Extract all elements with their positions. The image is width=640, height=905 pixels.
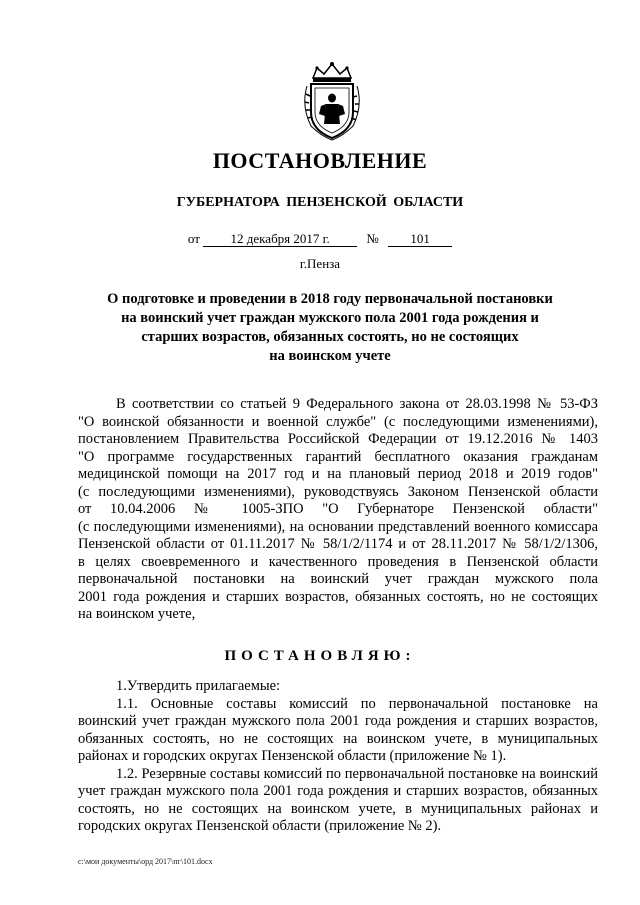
item-line: обязанных состоять, но не состоящих на воинском учете, в муниципальных [78,730,598,747]
decree-items [78,678,598,836]
penza-coat-of-arms-emblem [299,60,365,142]
preamble-line: (с последующими изменениями), на основании представлений военного комиссара [78,518,598,535]
preamble-line: Пензенской области от 01.11.2017 № 58/1/2/1174 и от 28.11.2017 № 58/1/2/1306, [78,536,598,552]
decree-heading: ПОСТАНОВЛЯЮ: [224,648,416,664]
preamble-line: постановлением Правительства Российской Федерации от 19.12.2016 № 1403 [78,431,598,447]
issuing-authority: ГУБЕРНАТОРА ПЕНЗЕНСКОЙ ОБЛАСТИ [176,195,464,210]
file-path-footer: c:\мои документы\орд 2017\пг\101.docx [78,857,213,866]
title-line: на воинский учет граждан мужского пола 2001 года рождения и [121,310,539,326]
document-type-heading: ПОСТАНОВЛЕНИЕ [212,148,428,173]
document-number: 101 [388,232,452,247]
item-line: 1.1. Основные составы комиссий по первоначальной постановке на [116,695,598,712]
item-line: 1.2. Резервные составы комиссий по первоначальной постановке на воинский [116,765,598,782]
preamble-line: 2001 года рождения и старших возрастов, обязанных состоять, но не состоящих [78,588,598,605]
preamble-line: от 10.04.2006 № 1005-ЗПО "О Губернаторе Пензенской области" [78,501,598,517]
date-number-row [0,231,640,247]
preamble-line: медицинской помощи на 2017 год и на плановый период 2018 и 2019 годов" [78,466,598,482]
preamble-line: первоначальной постановки на воинский учет граждан мужского пола [78,571,598,587]
city-name: г.Пенза [299,256,341,271]
preamble-line: в целях своевременного и качественного проведения в Пензенской области [78,553,598,570]
number-sign: № [366,231,379,246]
item-line: учет граждан мужского пола 2001 года рождения и старших возрастов, обязанных [78,783,598,799]
item-line: 1.Утвердить прилагаемые: [116,678,281,694]
item-line: районах и городских округах Пензенской области (приложение № 1). [78,748,507,764]
item-line: городских округах Пензенской области (приложение № 2). [78,818,442,834]
title-line: на воинском учете [269,348,391,364]
title-line: старших возрастов, обязанных состоять, но не состоящих [141,329,519,345]
item-line: состоять, но не состоящих на воинском учете, в муниципальных районах и [78,800,598,817]
date-prefix: от [187,231,200,246]
preamble-line: (с последующими изменениями), руководствуясь Законом Пензенской области [78,483,598,500]
document-title [90,290,570,366]
preamble-line: на воинском учете, [78,606,196,622]
title-line: О подготовке и проведении в 2018 году первоначальной постановки [107,291,553,307]
item-line: воинский учет граждан мужского пола 2001 года рождения и старших возрастов, [78,713,598,729]
preamble-line: "О воинской обязанности и военной службе" (с последующими изменениями), [78,413,598,430]
preamble-line: "О программе государственных гарантий бесплатного оказания гражданам [78,448,598,465]
preamble-line: В соответствии со статьей 9 Федерального закона от 28.03.1998 № 53-ФЗ [116,396,598,412]
document-date: 12 декабря 2017 г. [203,232,357,247]
preamble-paragraph [78,396,598,624]
